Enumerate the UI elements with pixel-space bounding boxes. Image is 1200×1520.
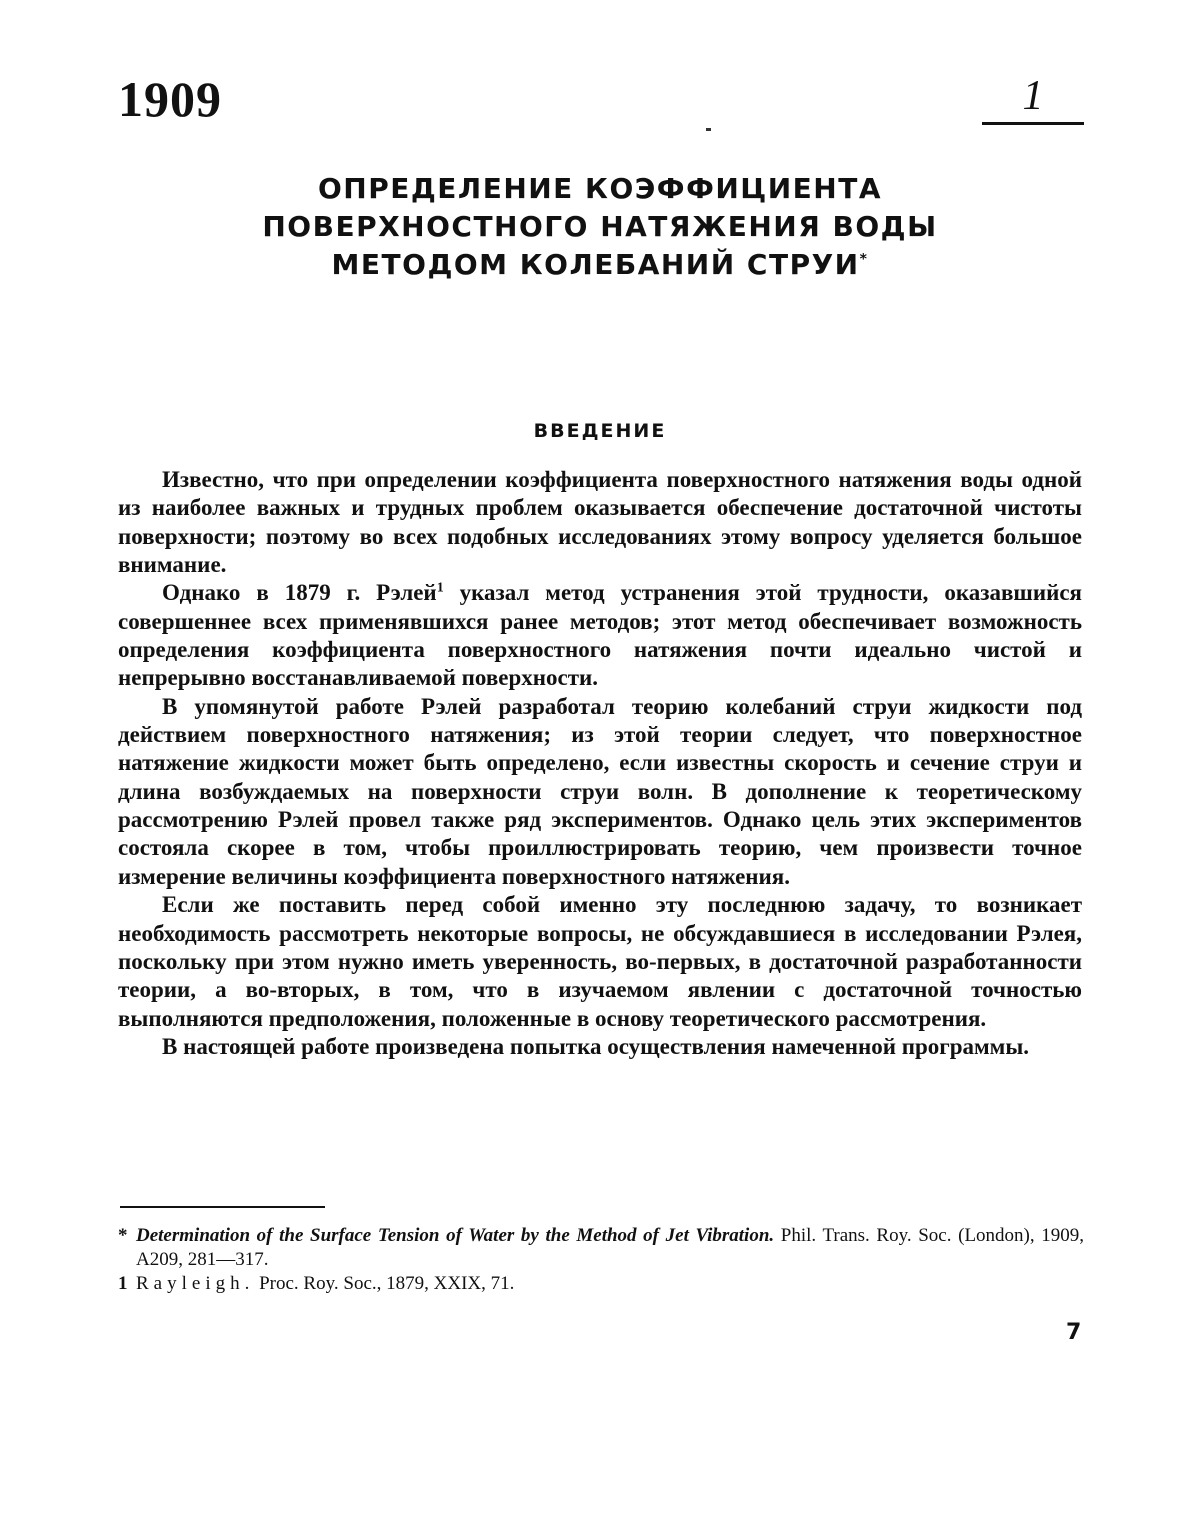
footnote-1 [118,1272,1084,1296]
paragraph-2 [118,579,1082,692]
title-line-3-text: МЕТОДОМ КОЛЕБАНИЙ СТРУИ [331,248,860,281]
footnote-1-mark: 1 [118,1273,128,1294]
footnote-1-source: Proc. Roy. Soc., 1879, XXIX, 71. [254,1273,515,1294]
print-speck [706,128,711,131]
paper-number: 1 [1022,73,1044,119]
article-title [200,170,1000,284]
paragraph-2-rest: указал метод устранения этой трудности, оказавшийся совершеннее всех применявшихся ранее методов; этот метод обеспечивает возможность определения коэффициента поверхностного натяжения почти идеально чистой и непрерывно восстанавливаемой поверхности. [118,580,1082,691]
footnote-star-title: Determination of the Surface Tension of Water by the Method of Jet Vibration. [136,1225,775,1246]
paper-number-rule [982,122,1084,125]
rayleigh-footnote-ref: 1 [436,580,444,596]
footnote-star-mark: * [118,1225,128,1246]
page-number: 7 [1066,1320,1082,1345]
header-year: 1909 [118,71,222,127]
paragraph-3: В упомянутой работе Рэлей разработал теорию колебаний струи жидкости под действием поверхностного натяжения; из этой теории следует, что поверхностное натяжение жидкости может быть определено, если известны скорость и сечение струи и длина возбуждаемых на поверхности струи волн. В дополнение к теоретическому рассмотрению Рэлей провел также ряд экспериментов. Однако цель этих экспериментов состояла скорее в том, чтобы проиллюстрировать теорию, чем произвести точное измерение величины коэффициента поверхностного натяжения. [118,693,1082,889]
footnote-star [118,1224,1084,1272]
section-heading: ВВЕДЕНИЕ [533,420,667,442]
footnote-star-source: Phil. Trans. Roy. Soc. (London), 1909, A209, 281—317. [136,1225,1084,1270]
title-footnote-marker: * [859,251,869,268]
paragraph-4: Если же поставить перед собой именно эту последнюю задачу, то возникает необходимость рассмотреть некоторые вопросы, не обсуждавшиеся в исследовании Рэлея, поскольку при этом нужно иметь уверенность, во-первых, в достаточной разработанности теории, а во-вторых, в том, что в изучаемом явлении с достаточной точностью выполняются предположения, положенные в основу теоретического рассмотрения. [118,892,1082,1031]
paragraph-2-start: Однако в 1879 г. Рэлей [162,580,437,606]
footnotes [118,1224,1084,1296]
title-line-2: ПОВЕРХНОСТНОГО НАТЯЖЕНИЯ ВОДЫ [262,210,938,243]
title-line-3 [200,246,1000,284]
title-line-1: ОПРЕДЕЛЕНИЕ КОЭФФИЦИЕНТА [317,172,883,205]
paragraph-1: Известно, что при определении коэффициента поверхностного натяжения воды одной из наиболее важных и трудных проблем оказывается обеспечение достаточной чистоты поверхности; поэтому во всех подобных исследованиях этому вопросу уделяется большое внимание. [118,467,1082,578]
paragraph-5: В настоящей работе произведена попытка осуществления намеченной программы. [162,1033,1030,1059]
body-text [118,466,1082,1061]
footnote-separator [120,1206,325,1208]
footnote-1-author: Rayleigh. [136,1273,255,1294]
